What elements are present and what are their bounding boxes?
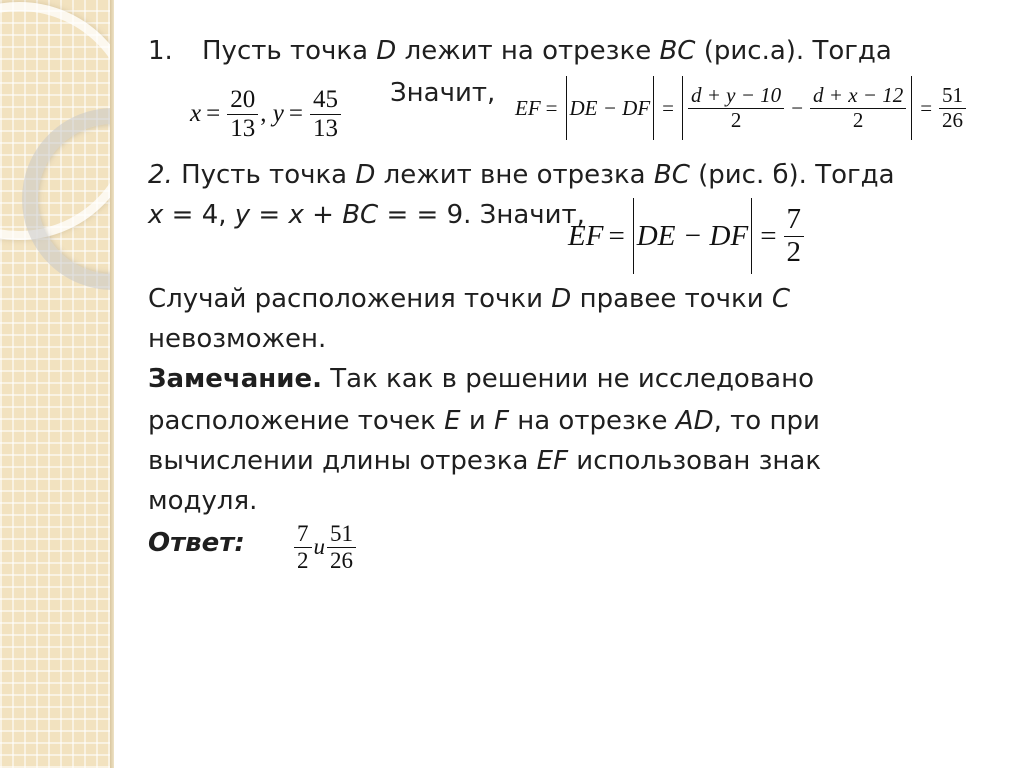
remark-line-4: модуля. (148, 486, 258, 516)
remark-line-3: вычислении длины отрезка EF использован знак (148, 446, 822, 476)
remark-line-1: Замечание. Так как в решении не исследовано (148, 364, 814, 394)
answer-label: Ответ: (148, 528, 245, 558)
sidebar-divider (110, 0, 114, 768)
formula-ef-case-a: EF = DE − DF = $\frac{d + y - 10}{2}$ − $\frac{d + x - 12}{2}$ = $\frac{51}{26}$ (515, 76, 968, 140)
item-2-text: 2. Пусть точка D лежит вне отрезка BC (рис. б). Тогда (148, 160, 895, 190)
case-c-text: Случай расположения точки D правее точки C (148, 284, 791, 314)
item-2-values: x = 4, y = x + BC = = 9. Значит, (148, 200, 585, 230)
case-c-conclusion: невозможен. (148, 324, 327, 354)
item-1-number: 1. (148, 36, 173, 66)
item-1-text: Пусть точка D лежит на отрезке BC (рис.а). Тогда (202, 36, 892, 66)
formula-xy-values: x = $\frac{20}{13}$ , y = $\frac{45}{13}$ (190, 78, 343, 150)
answer-formula: $\frac{7}{2}$ и $\frac{51}{26}$ (292, 512, 358, 582)
item-1-then: Значит, (390, 78, 496, 108)
remark-line-2: расположение точек E и F на отрезке AD, то при (148, 406, 820, 436)
decorative-sidebar (0, 0, 112, 768)
formula-ef-case-b: EF = DE − DF = $\frac{7}{2}$ (568, 198, 806, 274)
